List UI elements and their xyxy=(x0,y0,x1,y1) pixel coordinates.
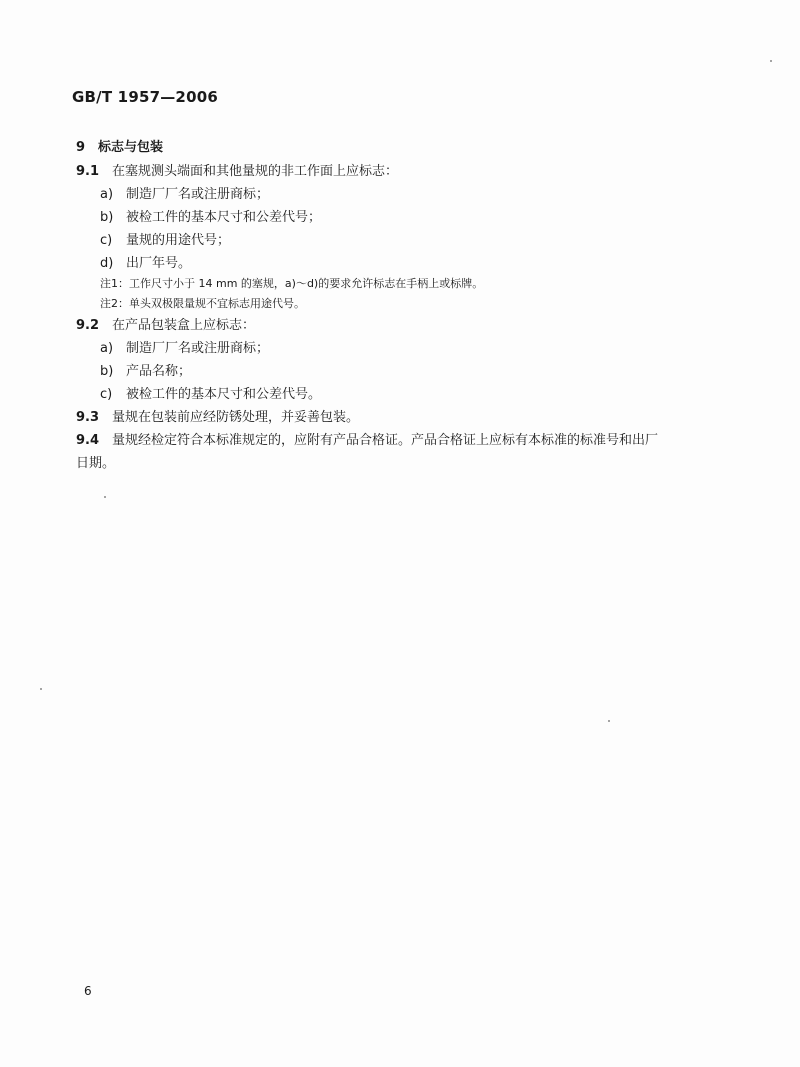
clause-9-1 xyxy=(76,164,398,180)
list-item xyxy=(100,341,269,357)
item-marker: b) xyxy=(100,364,114,379)
standard-number: GB/T 1957—2006 xyxy=(72,88,218,106)
item-text: 量规的用途代号； xyxy=(126,233,231,248)
clause-9-2 xyxy=(76,318,255,334)
clause-9-3 xyxy=(76,410,359,426)
section-heading xyxy=(76,136,163,155)
scan-speck xyxy=(770,60,772,62)
item-text: 被检工件的基本尺寸和公差代号。 xyxy=(126,387,322,402)
note-1: 注1：工作尺寸小于 14 mm 的塞规，a)～d)的要求允许标志在手柄上或标牌。 xyxy=(100,277,484,290)
item-marker: b) xyxy=(100,210,114,225)
clause-number: 9.2 xyxy=(76,318,100,333)
item-marker: c) xyxy=(100,233,113,248)
scan-speck xyxy=(608,720,610,722)
clause-number: 9.4 xyxy=(76,433,100,448)
item-marker: a) xyxy=(100,341,114,356)
clause-9-4-continued: 日期。 xyxy=(76,456,116,471)
clause-number: 9.1 xyxy=(76,164,100,179)
clause-text: 量规经检定符合本标准规定的，应附有产品合格证。产品合格证上应标有本标准的标准号和出厂 xyxy=(112,433,659,448)
scan-speck xyxy=(104,496,106,498)
item-marker: c) xyxy=(100,387,113,402)
page-number: 6 xyxy=(84,984,92,998)
item-text: 出厂年号。 xyxy=(126,256,192,271)
list-item xyxy=(100,233,230,249)
item-text: 制造厂厂名或注册商标； xyxy=(126,341,270,356)
item-text: 制造厂厂名或注册商标； xyxy=(126,187,270,202)
clause-text: 量规在包装前应经防锈处理，并妥善包装。 xyxy=(112,410,360,425)
section-number: 9 xyxy=(76,140,86,155)
item-marker: d) xyxy=(100,256,114,271)
list-item xyxy=(100,256,191,272)
clause-text: 在塞规测头端面和其他量规的非工作面上应标志： xyxy=(112,164,399,179)
note-2: 注2：单头双极限量规不宜标志用途代号。 xyxy=(100,297,305,310)
list-item xyxy=(100,387,321,403)
item-text: 被检工件的基本尺寸和公差代号； xyxy=(126,210,322,225)
clause-text: 在产品包装盒上应标志： xyxy=(112,318,256,333)
clause-number: 9.3 xyxy=(76,410,100,425)
clause-9-4 xyxy=(76,433,658,449)
list-item xyxy=(100,364,191,380)
list-item xyxy=(100,187,269,203)
list-item xyxy=(100,210,321,226)
item-marker: a) xyxy=(100,187,114,202)
section-title: 标志与包装 xyxy=(98,140,164,155)
scan-speck xyxy=(40,688,42,690)
item-text: 产品名称； xyxy=(126,364,192,379)
